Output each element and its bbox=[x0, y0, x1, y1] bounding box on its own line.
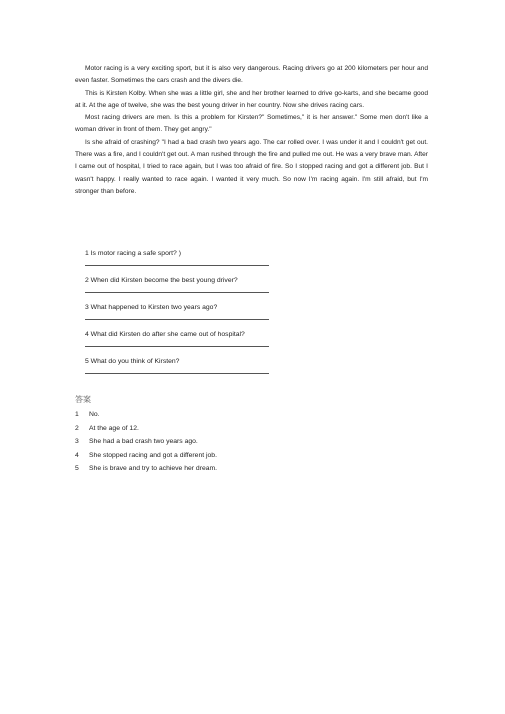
answer-blank-line-3 bbox=[85, 319, 269, 320]
question-1: 1 Is motor racing a safe sport? ) bbox=[85, 250, 181, 257]
answer-blank-line-5 bbox=[85, 373, 269, 374]
passage-paragraph-2: This is Kirsten Kolby. When she was a little girl, she and her brother learned to drive go-karts, and she became good at it. At the age of twelve, she was the best young driver in her country. Now she drives racing cars. bbox=[75, 89, 428, 109]
question-4: 4 What did Kirsten do after she came out of hospital? bbox=[85, 331, 245, 338]
passage-paragraph-3: Most racing drivers are men. Is this a problem for Kirsten?" Sometimes," it is her answer." Some men don't like a woman driver in front of them. They get angry." bbox=[75, 114, 428, 134]
question-5: 5 What do you think of Kirsten? bbox=[85, 358, 180, 365]
question-list bbox=[85, 249, 275, 384]
reading-passage bbox=[75, 63, 428, 198]
passage-paragraph-1: Motor racing is a very exciting sport, but it is also very dangerous. Racing drivers go at 200 kilometers per hour and even faster. Sometimes the cars crash and the divers die. bbox=[75, 65, 428, 85]
answer-number: 5 bbox=[75, 465, 79, 473]
question-3: 3 What happened to Kirsten two years ago? bbox=[85, 304, 218, 311]
answer-text: She is brave and try to achieve her dream. bbox=[89, 465, 218, 473]
answer-number: 1 bbox=[75, 411, 79, 418]
answer-item-2 bbox=[75, 422, 217, 436]
answer-blank-line-1 bbox=[85, 265, 269, 266]
answer-number: 2 bbox=[75, 424, 79, 432]
answer-text: She had a bad crash two years ago. bbox=[89, 438, 198, 446]
answer-list bbox=[75, 408, 217, 476]
answer-text: No. bbox=[89, 411, 100, 418]
answer-number: 3 bbox=[75, 438, 79, 446]
answer-text: At the age of 12. bbox=[89, 424, 139, 432]
answer-item-4 bbox=[75, 449, 217, 463]
answer-blank-line-2 bbox=[85, 292, 269, 293]
answer-item-5 bbox=[75, 462, 217, 476]
answer-text: She stopped racing and got a different job. bbox=[89, 451, 217, 459]
answer-item-3 bbox=[75, 435, 217, 449]
answers-heading: 答案 bbox=[75, 395, 91, 404]
question-2: 2 When did Kirsten become the best young driver? bbox=[85, 277, 238, 284]
passage-paragraph-4: Is she afraid of crashing? "I had a bad crash two years ago. The car rolled over. I was under it and I couldn't get out. There was a fire, and I couldn't get out. A man rushed through the fire and pulled me out. He was a very brave man. After I came out of hospital, I tried to race again, but I was too afraid of fire. So I stopped racing and got a different job. But I wasn't happy. I really wanted to race again. I wanted it very much. So now I'm racing again. I'm still afraid, but I'm stronger than before. bbox=[75, 138, 428, 195]
answer-number: 4 bbox=[75, 451, 79, 459]
answer-blank-line-4 bbox=[85, 346, 269, 347]
answer-item-1 bbox=[75, 408, 217, 422]
